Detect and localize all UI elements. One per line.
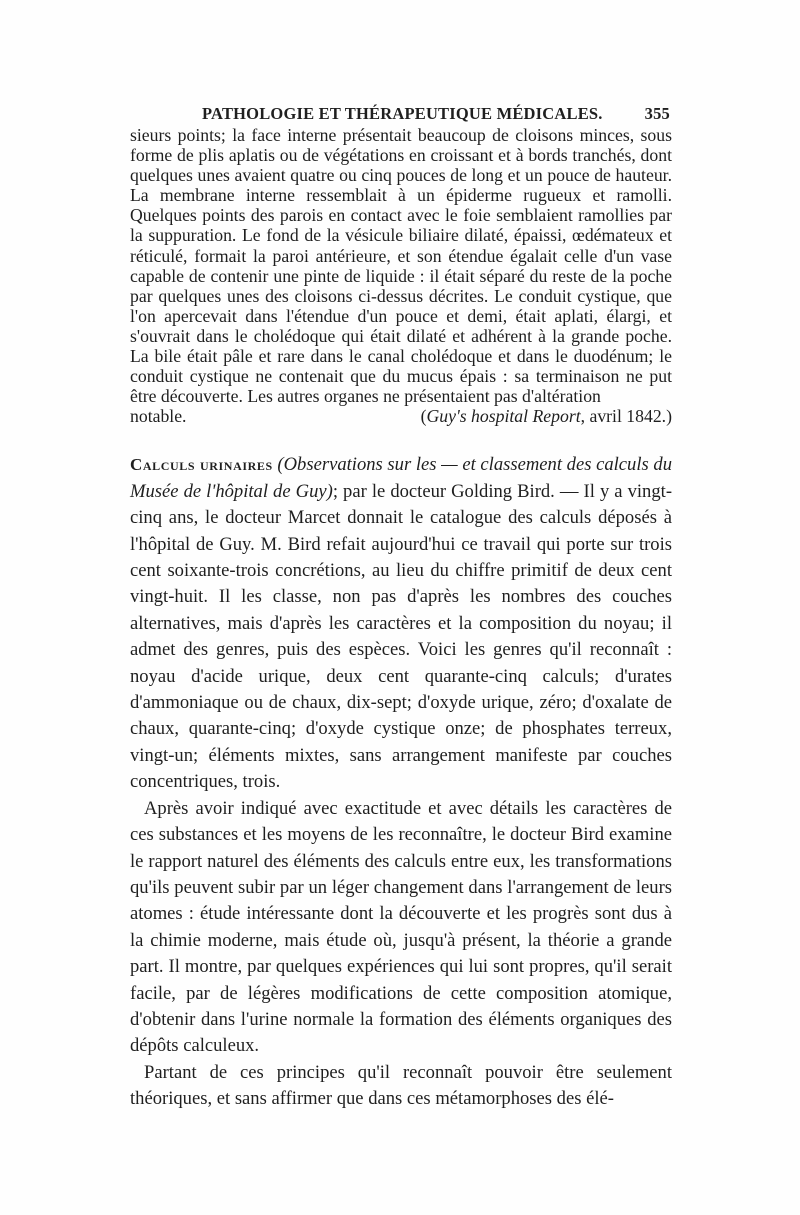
- running-head: [130, 100, 670, 126]
- paragraph-gallbladder-ending: [130, 406, 672, 426]
- citation-source: Guy's hospital Report: [426, 406, 581, 427]
- section-heading: Calculs urinaires: [130, 455, 273, 475]
- paragraph-principles: [130, 1060, 672, 1113]
- paragraph-bird-text: Après avoir indiqué avec exactitude et avec détails les caractères de ces substances et les moyens de les reconnaître, le docteur Bird examine le rapport naturel des éléments des calculs entre eux, les transformations qu'ils peuvent subir par un léger changement dans l'arrangement de leurs atomes : étude intéressante dont la découverte et les progrès sont dus à la chimie moderne, mais étude où, jusqu'à présent, la théorie a grande part. Il montre, par quelques expériences qui lui sont propres, qu'il serait facile, par de légères modifications de cette composition atomique, d'obtenir dans l'urine normale la formation des éléments organiques des dépôts calculeux.: [130, 797, 672, 1057]
- paragraph-principles-text: Partant de ces principes qu'il reconnaît pouvoir être seulement théoriques, et sans affirmer que dans ces métamorphoses des élé-: [130, 1061, 672, 1110]
- paragraph-urinary-calculi: [130, 452, 672, 795]
- page-number: 355: [644, 104, 670, 123]
- paragraph-gallbladder-text: sieurs points; la face interne présentait beaucoup de cloisons minces, sous forme de plis aplatis ou de végétations en croissant et à bords tranchés, dont quelques unes avaient quatre ou cinq pouces de long et un pouce de hauteur. La membrane interne ressemblait à un épiderme rugueux et ramolli. Quelques points des parois en contact avec le foie semblaient ramollies par la suppuration. Le fond de la vésicule biliaire dilaté, épaissi, œdémateux et réticulé, formait la paroi antérieure, et son étendue égalait celle d'un vase capable de contenir une pinte de liquide : il était séparé du reste de la poche par quelques unes des cloisons ci-dessus décrites. Le conduit cystique, que l'on apercevait dans l'étendue d'un pouce et demi, était aplati, élargi, et s'ouvrait dans le cholédoque qui était dilaté et adhérent à la grande poche. La bile était pâle et rare dans le canal cholédoque et dans le duodénum; le conduit cystique ne contenait que du mucus épais : sa terminaison ne put être découverte. Les autres organes ne présentaient pas d'altération: [130, 125, 672, 407]
- section-title-italic: (Observations sur les — et classement des calculs du Musée de l'hôpital de Guy): [130, 454, 672, 502]
- paragraph-gallbladder-case: [130, 125, 672, 406]
- citation: (Guy's hospital Report, avril 1842.): [420, 406, 672, 427]
- paragraph-bird-analysis: [130, 796, 672, 1060]
- citation-date: , avril 1842.): [580, 406, 672, 427]
- running-title: PATHOLOGIE ET THÉRAPEUTIQUE MÉDICALES.: [202, 104, 603, 123]
- section-body: ; par le docteur Golding Bird. — Il y a vingt-cinq ans, le docteur Marcet donnait le catalogue des calculs déposés à l'hôpital de Guy. M. Bird refait aujourd'hui ce travail qui porte sur trois cent soixante-trois concrétions, au lieu du chiffre primitif de deux cent vingt-huit. Il les classe, non pas d'après les nombres des couches alternatives, mais d'après les caractères et la composition du noyau; il admet des genres, puis des espèces. Voici les genres qu'il reconnaît : noyau d'acide urique, deux cent quarante-cinq calculs; d'urates d'ammoniaque ou de chaux, dix-sept; d'oxyde urique, zéro; d'oxalate de chaux, quarante-cinq; d'oxyde cystique onze; de phosphates terreux, vingt-un; éléments mixtes, sans arrangement manifeste par couches concentriques, trois.: [130, 480, 673, 793]
- text-block: [130, 125, 672, 1113]
- paragraph-last-word: notable.: [130, 406, 187, 427]
